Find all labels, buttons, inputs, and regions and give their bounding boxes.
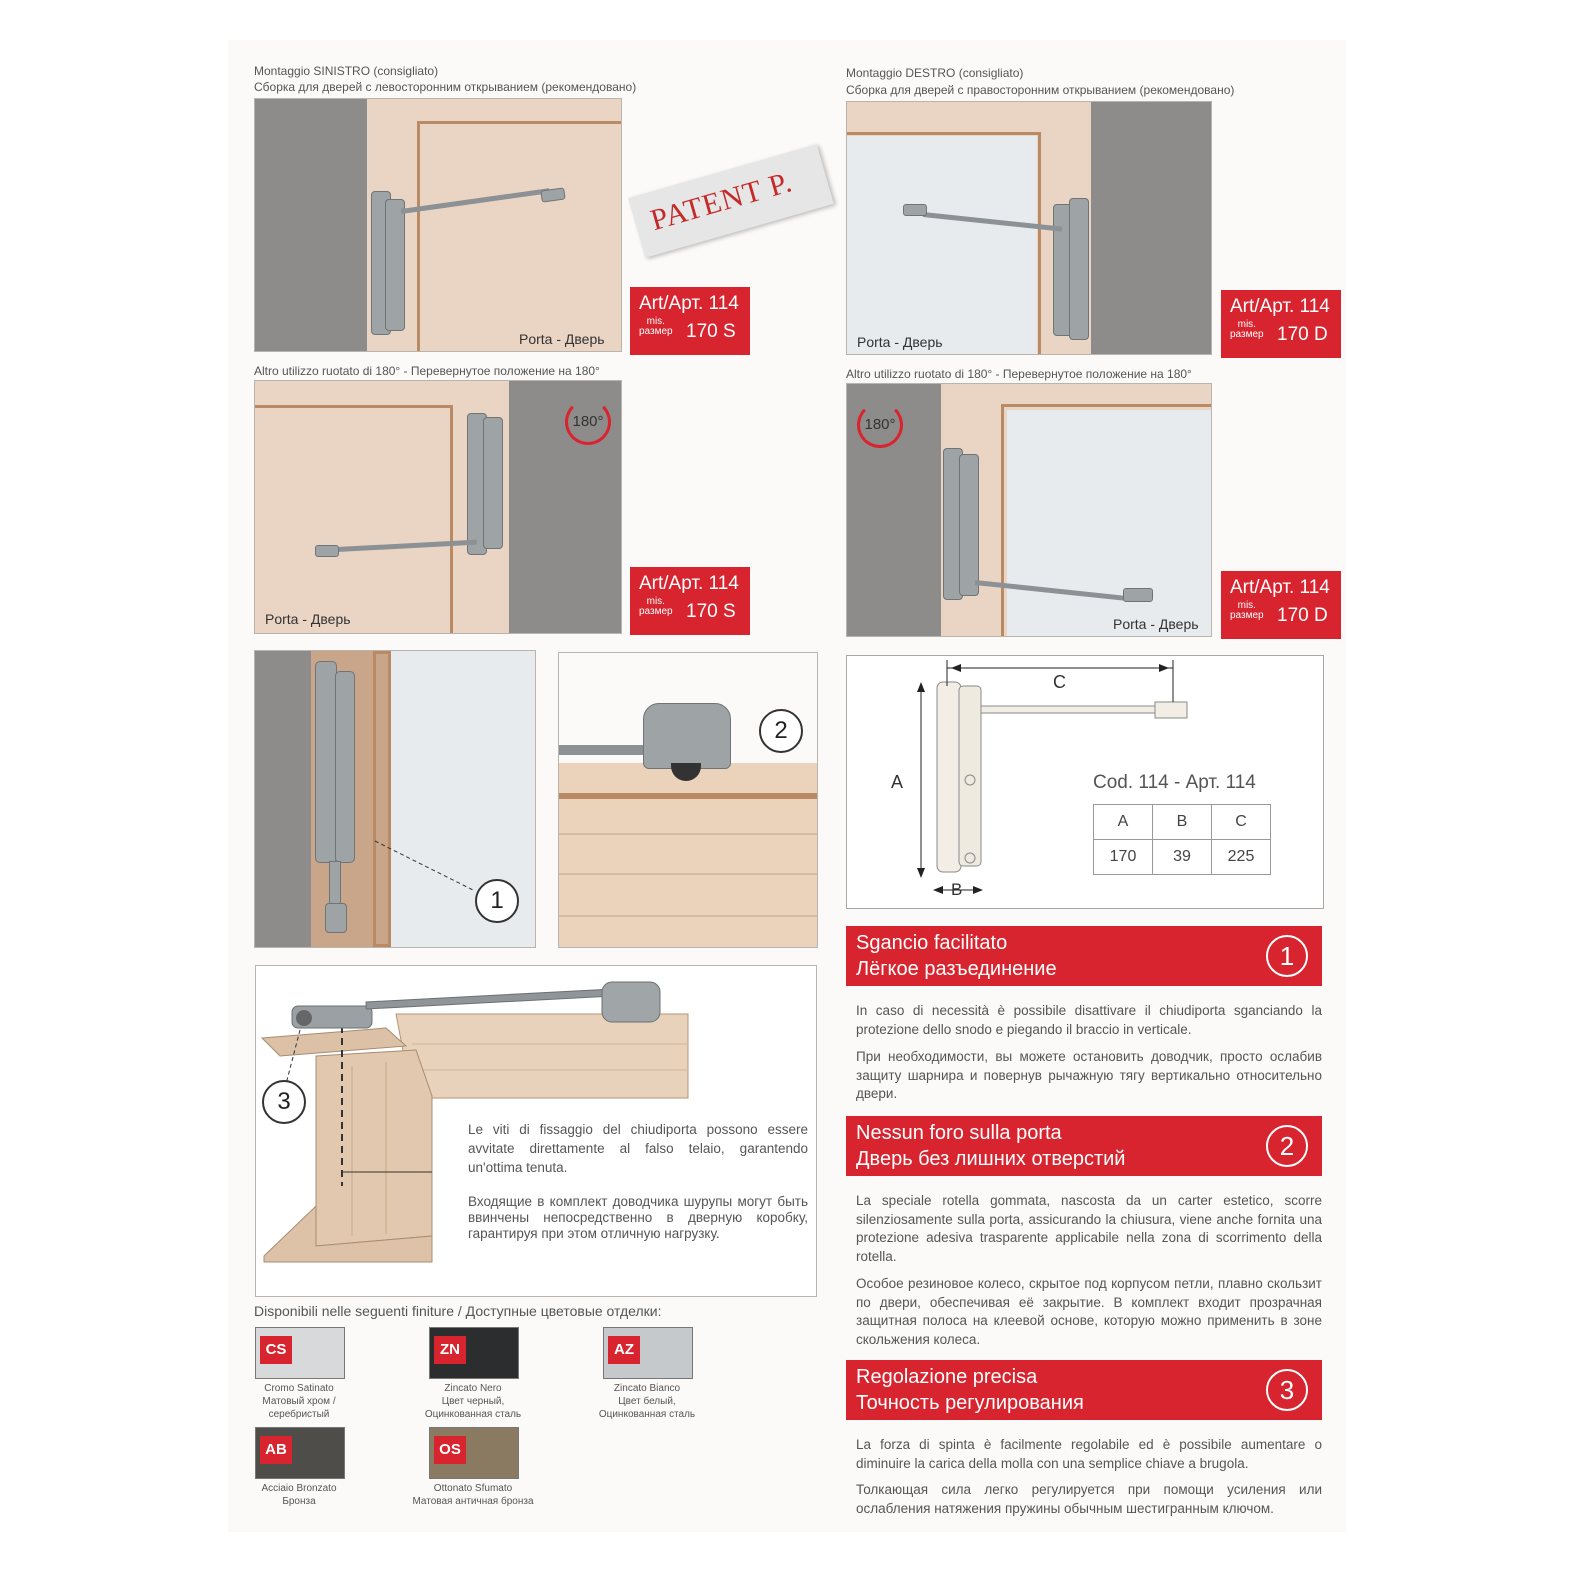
article-tag-left-rotated: Art/Арт. 114 mis. размер 170 S bbox=[630, 567, 750, 635]
finish-code-ab: AB bbox=[260, 1436, 292, 1464]
article-tag-right: Art/Арт. 114 mis. размер 170 D bbox=[1221, 290, 1341, 358]
caption-left-it: Montaggio SINISTRO (consigliato) bbox=[254, 64, 439, 78]
finish-swatch-zn bbox=[429, 1327, 519, 1379]
photo-left-rotated bbox=[254, 380, 622, 634]
feature-2-text-ru: Особое резиновое колесо, скрытое под корпусом петли, плавно скользит по двери, обеспечивая её закрытие. В комплект входит прозрачная защитная полоса на клеевой основе, которую можно применить в зоне скольжения колеса. bbox=[856, 1276, 1322, 1347]
door-label: Porta - Дверь bbox=[857, 334, 943, 350]
fixing-text-ru: Входящие в комплект доводчика шурупы могут быть ввинчены непосредственно в дверную коробку, гарантируя при этом отличную нагрузку. bbox=[468, 1194, 808, 1241]
feature-1-text-ru: При необходимости, вы можете остановить доводчик, просто ослабив защиту шарнира и повернув рычажную тягу вертикально относительно двери. bbox=[856, 1049, 1322, 1101]
photo-left-mount bbox=[254, 98, 622, 352]
rotate-180-icon: 180° bbox=[857, 402, 903, 448]
finish-caption-az: Zincato Bianco Цвет белый, Оцинкованная сталь bbox=[598, 1383, 696, 1420]
fixing-text-it: Le viti di fissaggio del chiudiporta possono essere avvitate direttamente al falso telaio, garantendo un'ottima tenuta. bbox=[468, 1122, 808, 1175]
photo-detail-release bbox=[254, 650, 536, 948]
feature-2-text-it: La speciale rotella gommata, nascosta da un carter estetico, scorre silenziosamente sulla porta, assicurando la chiusura, viene anche fornita una protezione adesiva trasparente applicabile nella zona di scorrimento della rotella. bbox=[856, 1193, 1322, 1264]
finish-caption-ab: Acciaio Bronzato Бронза bbox=[261, 1483, 337, 1507]
finish-swatch-ab bbox=[255, 1427, 345, 1479]
feature-banner-3: Regolazione precisa Точность регулирования 3 bbox=[846, 1360, 1322, 1420]
caption-right-it: Montaggio DESTRO (consigliato) bbox=[846, 66, 1024, 80]
finish-caption-os: Ottonato Sfumato Матовая античная бронза bbox=[412, 1483, 534, 1507]
fixing-cross-section bbox=[255, 965, 817, 1297]
feature-3-text-it: La forza di spinta è facilmente regolabile ed è possibile aumentare o diminuire la carica della molla con una semplice chiave a brugola. bbox=[856, 1437, 1322, 1471]
feature-1-text-it: In caso di necessità è possibile disattivare il chiudiporta sganciando la protezione dello snodo e piegando il braccio in verticale. bbox=[856, 1003, 1322, 1037]
finish-code-az: AZ bbox=[608, 1336, 640, 1364]
callout-2: 2 bbox=[759, 709, 803, 753]
door-label: Porta - Дверь bbox=[265, 611, 351, 627]
callout-3: 3 bbox=[262, 1080, 306, 1124]
finish-caption-zn: Zincato Nero Цвет черный, Оцинкованная сталь bbox=[424, 1383, 522, 1420]
finish-code-cs: CS bbox=[260, 1336, 292, 1364]
article-tag-left: Art/Арт. 114 mis. размер 170 S bbox=[630, 287, 750, 355]
diagram-title: Cod. 114 - Арт. 114 bbox=[1093, 772, 1256, 793]
finishes-heading: Disponibili nelle seguenti finiture / Доступные цветовые отделки: bbox=[254, 1303, 662, 1319]
photo-right-rotated bbox=[846, 383, 1212, 637]
dim-label-b: B bbox=[951, 880, 963, 899]
dim-header-c: C bbox=[1212, 805, 1271, 840]
feature-number-1: 1 bbox=[1266, 935, 1308, 977]
finish-swatch-az bbox=[603, 1327, 693, 1379]
rotate-180-icon: 180° bbox=[565, 399, 611, 445]
finish-swatch-os bbox=[429, 1427, 519, 1479]
feature-banner-1: Sgancio facilitato Лёгкое разъединение 1 bbox=[846, 926, 1322, 986]
finish-caption-cs: Cromo Satinato Матовый хром / серебристый bbox=[262, 1383, 336, 1420]
dim-header-b: B bbox=[1153, 805, 1212, 840]
feature-number-2: 2 bbox=[1266, 1125, 1308, 1167]
photo-detail-roller bbox=[558, 652, 818, 948]
callout-1: 1 bbox=[475, 879, 519, 923]
feature-3-text-ru: Толкающая сила легко регулируется при помощи усиления или ослабления натяжения пружины обычным шестигранным ключом. bbox=[856, 1482, 1322, 1516]
door-label: Porta - Дверь bbox=[1113, 616, 1199, 632]
feature-banner-2: Nessun foro sulla porta Дверь без лишних отверстий 2 bbox=[846, 1116, 1322, 1176]
caption-rotated-right: Altro utilizzo ruotato di 180° - Перевернутое положение на 180° bbox=[846, 367, 1192, 381]
caption-rotated-left: Altro utilizzo ruotato di 180° - Перевернутое положение на 180° bbox=[254, 364, 600, 378]
dim-label-c: C bbox=[1053, 672, 1066, 692]
article-tag-right-rotated: Art/Арт. 114 mis. размер 170 D bbox=[1221, 571, 1341, 639]
dim-header-a: A bbox=[1094, 805, 1153, 840]
dimension-table bbox=[1093, 804, 1271, 875]
finish-code-zn: ZN bbox=[434, 1336, 466, 1364]
caption-right-ru: Сборка для дверей с правосторонним открыванием (рекомендовано) bbox=[846, 83, 1235, 97]
dim-label-a: A bbox=[891, 772, 904, 792]
finish-code-os: OS bbox=[434, 1436, 466, 1464]
dim-value-b: 39 bbox=[1153, 840, 1212, 875]
dim-value-a: 170 bbox=[1094, 840, 1153, 875]
feature-number-3: 3 bbox=[1266, 1369, 1308, 1411]
photo-right-mount bbox=[846, 101, 1212, 355]
caption-left-ru: Сборка для дверей с левосторонним открыванием (рекомендовано) bbox=[254, 80, 637, 94]
dimension-diagram bbox=[846, 655, 1324, 909]
door-label: Porta - Дверь bbox=[519, 331, 605, 347]
patent-badge: PATENT P. bbox=[628, 144, 833, 258]
dim-value-c: 225 bbox=[1212, 840, 1271, 875]
finish-swatch-cs bbox=[255, 1327, 345, 1379]
